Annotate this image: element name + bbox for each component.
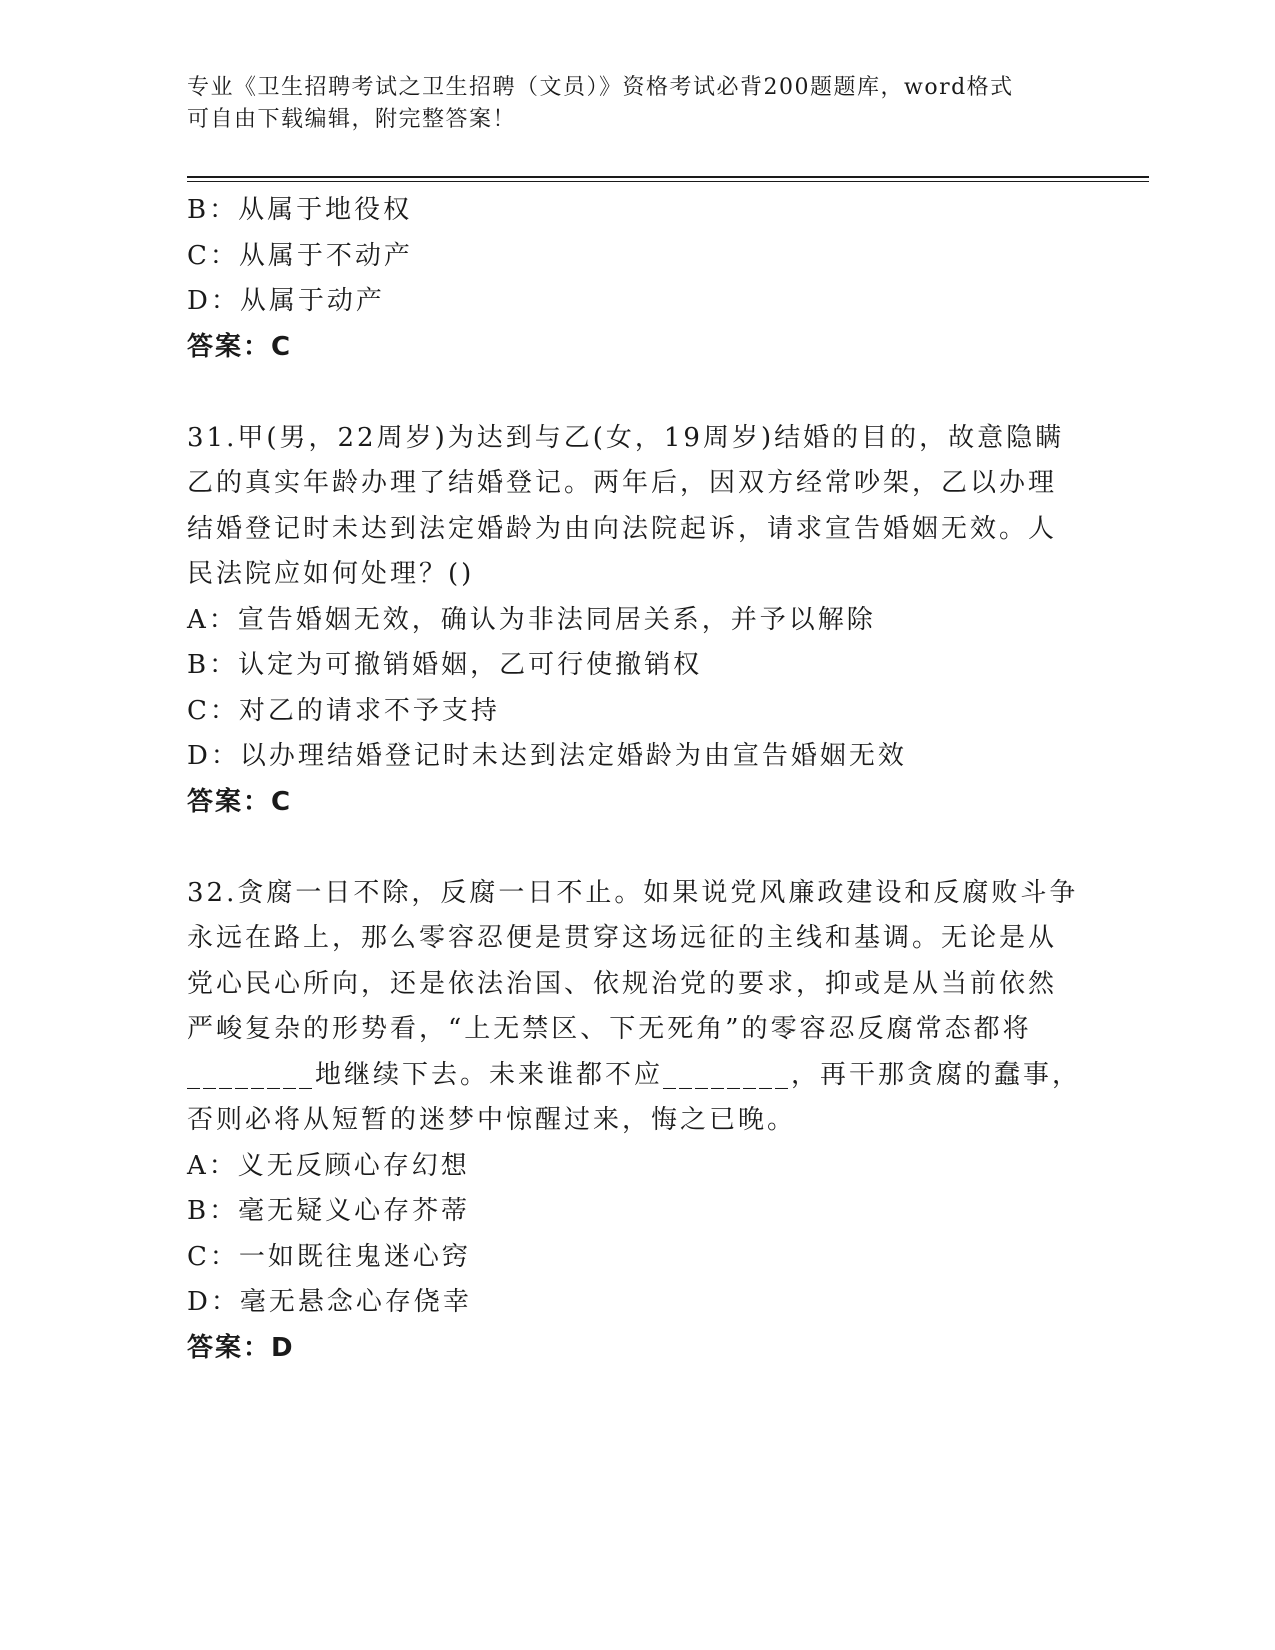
- answer-line: 答案：D: [187, 1332, 295, 1363]
- question-stem-line: 31.甲(男，22周岁)为达到与乙(女，19周岁)结婚的目的，故意隐瞒: [187, 422, 1065, 453]
- question-stem-line: 32.贪腐一日不除，反腐一日不止。如果说党风廉政建设和反腐败斗争: [187, 877, 1079, 908]
- header-divider-thin: [187, 181, 1149, 182]
- spacer: [187, 825, 1087, 871]
- option-d: D：毫无悬念心存侥幸: [187, 1287, 472, 1317]
- option-b: B：毫无疑义心存芥蒂: [187, 1196, 471, 1226]
- question-stem-line: 永远在路上，那么零容忍便是贯穿这场远征的主线和基调。无论是从: [187, 923, 1058, 953]
- page-header: [187, 72, 1067, 136]
- answer-line: 答案：C: [187, 331, 293, 362]
- option-a: A：义无反顾心存幻想: [187, 1150, 470, 1181]
- option-c: C：从属于不动产: [187, 240, 413, 271]
- header-title-line-2: 可自由下载编辑，附完整答案！: [187, 107, 517, 132]
- question-stem-line: 结婚登记时未达到法定婚龄为由向法院起诉，请求宣告婚姻无效。人: [187, 513, 1058, 544]
- document-body: [187, 188, 1087, 1371]
- question-stem-line: 否则必将从短暂的迷梦中惊醒过来，悔之已晚。: [187, 1105, 797, 1135]
- header-divider: [187, 176, 1149, 178]
- option-d: D：以办理结婚登记时未达到法定婚龄为由宣告婚姻无效: [187, 741, 907, 771]
- option-b: B：认定为可撤销婚姻，乙可行使撤销权: [187, 650, 703, 680]
- question-stem-line: 乙的真实年龄办理了结婚登记。两年后，因双方经常吵架，乙以办理: [187, 468, 1058, 498]
- question-stem-line: 党心民心所向，还是依法治国、依规治党的要求，抑或是从当前依然: [187, 968, 1058, 999]
- question-30-continued: [187, 188, 1087, 370]
- question-stem-line: 民法院应如何处理？(): [187, 559, 475, 589]
- option-d: D：从属于动产: [187, 286, 385, 316]
- option-a: A：宣告婚姻无效，确认为非法同居关系，并予以解除: [187, 604, 876, 635]
- option-b: B：从属于地役权: [187, 195, 413, 225]
- question-31: [187, 416, 1087, 826]
- answer-line: 答案：C: [187, 786, 293, 817]
- header-title-line-1: 专业《卫生招聘考试之卫生招聘（文员）》资格考试必背200题题库，word格式: [187, 75, 1014, 100]
- spacer: [187, 370, 1087, 416]
- question-32: [187, 871, 1087, 1372]
- question-stem-line: ________地继续下去。未来谁都不应________，再干那贪腐的蠢事，: [187, 1059, 1082, 1090]
- option-c: C：一如既往鬼迷心窍: [187, 1241, 471, 1272]
- option-c: C：对乙的请求不予支持: [187, 695, 500, 726]
- question-stem-line: 严峻复杂的形势看，“上无禁区、下无死角”的零容忍反腐常态都将: [187, 1014, 1032, 1044]
